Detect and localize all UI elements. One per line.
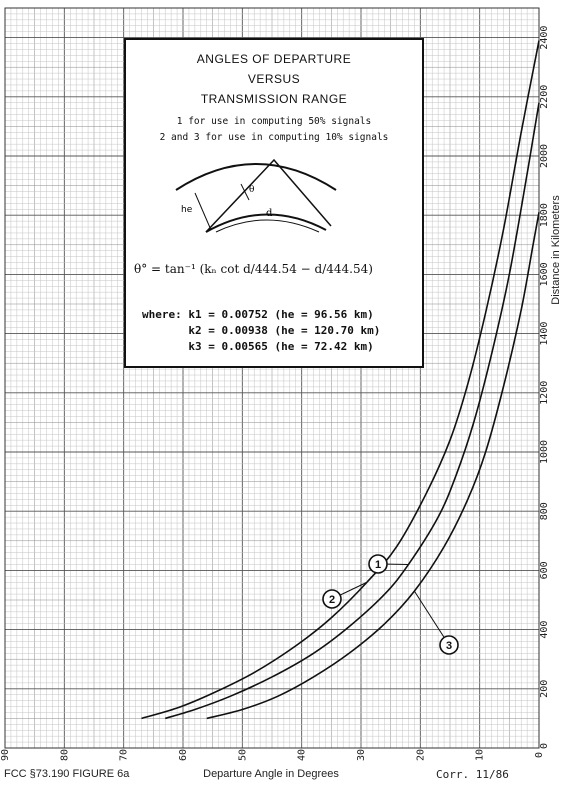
y-tick-label: 400 <box>539 620 550 639</box>
x-tick-label: 10 <box>474 748 486 762</box>
y-tick-label: 1600 <box>539 262 550 287</box>
callout-label-3: 3 <box>445 640 453 652</box>
x-tick-label: 30 <box>356 748 367 762</box>
y-tick-label: 600 <box>539 561 550 580</box>
footer-figure-id: FCC §73.190 FIGURE 6a <box>4 768 130 780</box>
y-tick-label: 0 <box>539 742 550 750</box>
legend-where-2: k2 = 0.00938 (he = 120.70 km) <box>142 324 381 337</box>
legend-note-1: 1 for use in computing 50% signals <box>176 116 372 127</box>
y-tick-label: 1200 <box>539 380 550 405</box>
x-tick-label: 20 <box>415 748 427 762</box>
callout-label-1: 1 <box>374 559 382 571</box>
theta-mark <box>241 184 249 200</box>
y-tick-label: 800 <box>539 502 550 521</box>
legend-title-2: VERSUS <box>247 72 301 86</box>
y-tick-label: 2200 <box>539 84 550 109</box>
legend-equation: θ° = tan⁻¹ (kₙ cot d/444.54 − d/444.54) <box>134 262 373 276</box>
ray-path <box>206 160 331 232</box>
callout-label-2: 2 <box>328 594 336 606</box>
x-tick-label: 70 <box>118 748 130 762</box>
y-tick-label: 2400 <box>539 25 550 50</box>
y-tick-label: 1800 <box>539 203 550 228</box>
he-dimension <box>195 193 211 230</box>
legend-where-1: where: k1 = 0.00752 (he = 96.56 km) <box>142 308 374 321</box>
diagram-theta-label: θ <box>249 185 255 195</box>
x-tick-label: 50 <box>237 748 249 762</box>
x-tick-label: 0 <box>534 751 545 759</box>
diagram-he-label: he <box>181 205 193 215</box>
x-tick-label: 80 <box>59 748 71 762</box>
x-axis-title: Departure Angle in Degrees <box>203 768 339 780</box>
geometry-diagram <box>171 150 341 240</box>
y-tick-label: 1000 <box>539 439 550 465</box>
y-axis-title: Distance in Kilometers <box>550 195 562 305</box>
legend-title-3: TRANSMISSION RANGE <box>200 92 348 106</box>
x-tick-label: 90 <box>0 748 11 762</box>
x-tick-label: 60 <box>178 748 189 762</box>
x-tick-label: 40 <box>296 748 308 762</box>
y-tick-label: 1400 <box>539 321 550 346</box>
legend-title-1: ANGLES OF DEPARTURE <box>196 52 352 66</box>
legend-where-3: k3 = 0.00565 (he = 72.42 km) <box>142 340 374 353</box>
outer-arc <box>176 164 336 190</box>
x-tick-labels <box>0 749 545 761</box>
footer-correction: Corr. 11/86 <box>436 768 509 781</box>
y-tick-labels <box>539 26 550 749</box>
y-tick-label: 200 <box>539 679 550 698</box>
diagram-d-label: d <box>266 208 273 219</box>
legend-note-2: 2 and 3 for use in computing 10% signals <box>159 132 389 143</box>
legend-box <box>124 38 424 368</box>
y-tick-label: 2000 <box>539 143 550 169</box>
d-dimension <box>216 220 319 232</box>
